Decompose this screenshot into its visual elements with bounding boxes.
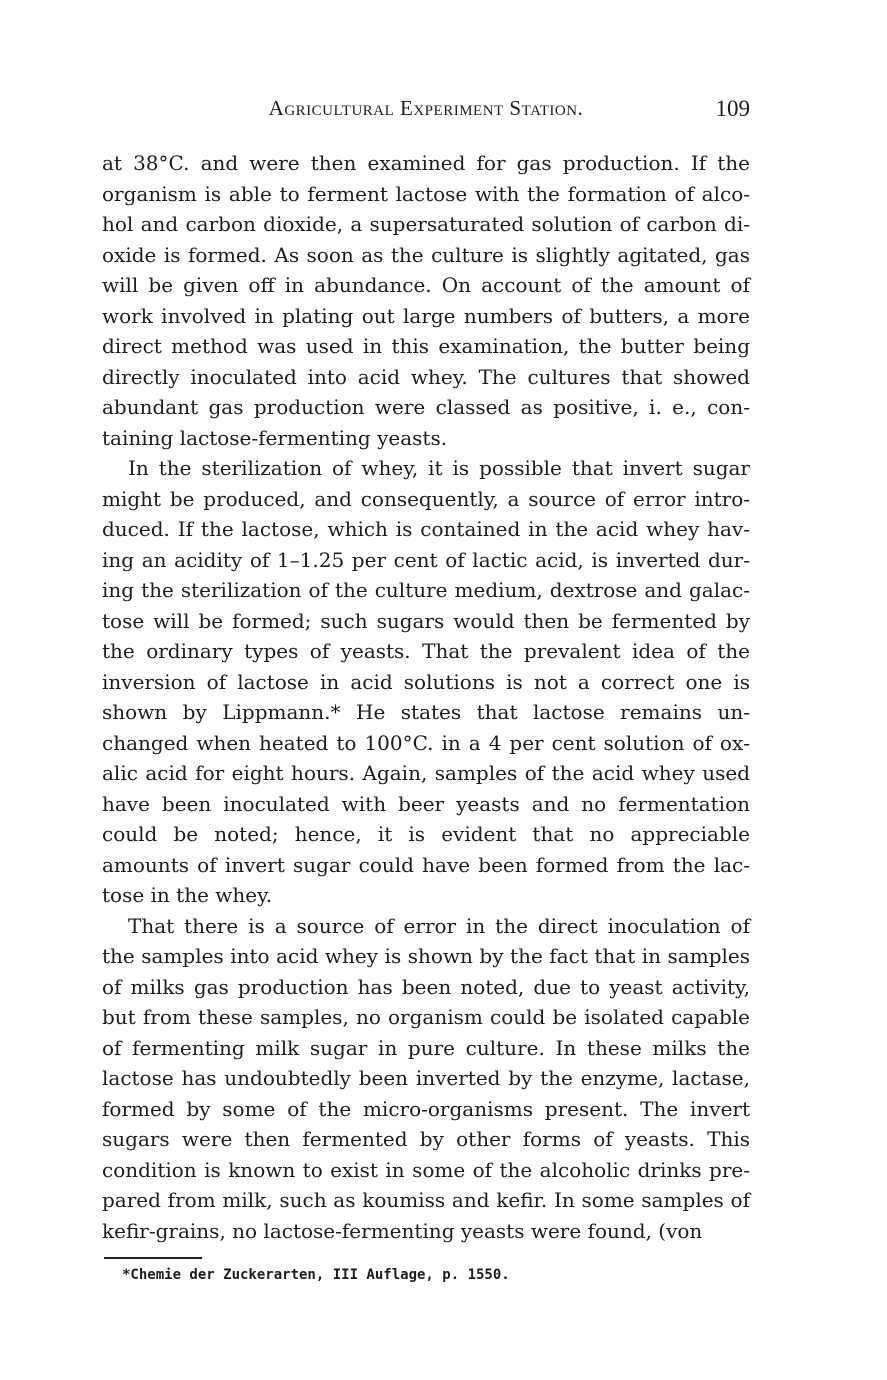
footnote: *Chemie der Zuckerarten, III Auflage, p. 1550. — [122, 1267, 510, 1283]
footnote-divider — [104, 1257, 202, 1259]
running-header — [102, 96, 750, 130]
page-number: 109 — [715, 96, 750, 121]
body-text — [102, 148, 750, 1246]
paragraph-sterilization: In the sterilization of whey, it is possible that invert sugar might be produced, and consequently, a source of error introduced. If the lactose, which is contained in the acid whey having an acidity of 1–1.25 per cent of lactic acid, is inverted during the sterilization of the culture medium, dextrose and galactose will be formed; such sugars would then be fermented by the ordinary types of yeasts. That the prevalent idea of the inversion of lactose in acid solutions is not a correct one is shown by Lippmann.* He states that lactose remains unchanged when heated to 100°C. in a 4 per cent solution of oxalic acid for eight hours. Again, samples of the acid whey used have been inoculated with beer yeasts and no fermentation could be noted; hence, it is evident that no appreciable amounts of invert sugar could have been formed from the lactose in the whey. — [102, 456, 750, 907]
paragraph-source-of-error: That there is a source of error in the direct inoculation of the samples into acid whey is shown by the fact that in samples of milks gas production has been noted, due to yeast activity, but from these samples, no organism could be isolated capable of fermenting milk sugar in pure culture. In these milks the lactose has undoubtedly been inverted by the enzyme, lactase, formed by some of the micro-organisms present. The invert sugars were then fermented by other forms of yeasts. This condition is known to exist in some of the alcoholic drinks prepared from milk, such as koumiss and kefir. In some samples of kefir-grains, no lactose-fermenting yeasts were found, (von — [102, 913, 750, 1243]
paragraph-continued: at 38°C. and were then examined for gas production. If the organism is able to ferment lactose with the formation of alcohol and carbon dioxide, a supersaturated solution of carbon dioxide is formed. As soon as the culture is slightly agitated, gas will be given off in abundance. On account of the amount of work involved in plating out large numbers of butters, a more direct method was used in this examination, the butter being directly inoculated into acid whey. The cultures that showed abundant gas production were classed as positive, i. e., containing lactose-fermenting yeasts. — [102, 151, 750, 450]
running-title: Agricultural Experiment Station. — [268, 96, 584, 120]
